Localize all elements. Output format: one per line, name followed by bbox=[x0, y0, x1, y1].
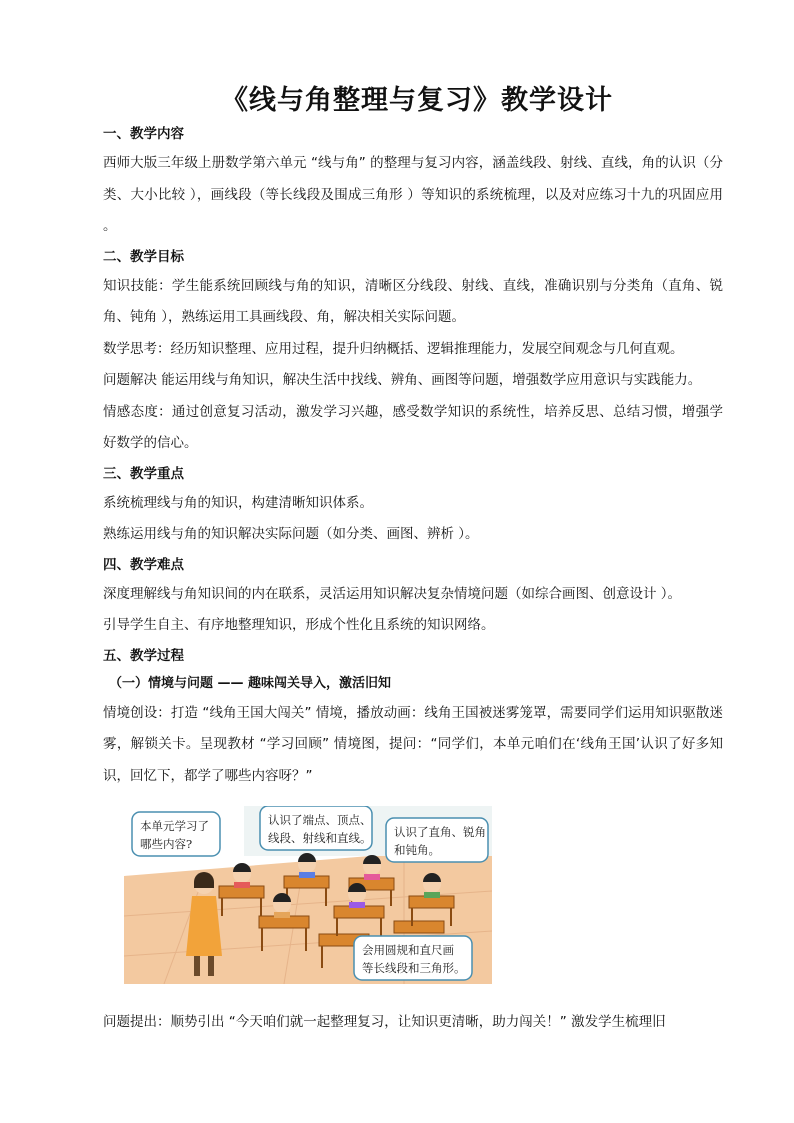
paragraph: 情感态度：通过创意复习活动，激发学习兴趣，感受数学知识的系统性，培养反思、总结习惯，增强学好数学的信心。 bbox=[103, 403, 723, 451]
svg-text:线段、射线和直线。: 线段、射线和直线。 bbox=[268, 831, 372, 845]
svg-text:等长线段和三角形。: 等长线段和三角形。 bbox=[362, 961, 466, 975]
paragraph: 情境创设：打造 “线角王国大闯关” 情境，播放动画：线角王国被迷雾笼罩，需要同学们运用知识驱散迷雾，解锁关卡。呈现教材 “学习回顾” 情境图，提问：“同学们，本单元咱们在‘线角王国’认识了好多知识，回忆下，都学了哪些内容呀？” bbox=[103, 704, 723, 784]
svg-text:认识了直角、锐角: 认识了直角、锐角 bbox=[394, 825, 486, 839]
page-title: 《线与角整理与复习》教学设计 bbox=[221, 85, 613, 116]
speech-bubble-student-lines bbox=[260, 806, 372, 850]
classroom-illustration bbox=[124, 806, 492, 984]
section-heading-difficulties: 四、教学难点 bbox=[103, 556, 184, 573]
section-heading-goals: 二、教学目标 bbox=[103, 248, 184, 265]
speech-bubble-teacher bbox=[132, 812, 220, 856]
speech-bubble-student-angles bbox=[386, 818, 488, 862]
section-heading-keypoints: 三、教学重点 bbox=[103, 465, 184, 482]
paragraph: 系统梳理线与角的知识，构建清晰知识体系。 bbox=[103, 494, 373, 511]
svg-text:认识了端点、顶点、: 认识了端点、顶点、 bbox=[268, 813, 372, 827]
speech-bubble-student-drawing bbox=[354, 936, 472, 980]
subsection-heading: （一）情境与问题 —— 趣味闯关导入，激活旧知 bbox=[109, 675, 392, 691]
section-heading-process: 五、教学过程 bbox=[103, 647, 184, 664]
paragraph: 数学思考：经历知识整理、应用过程，提升归纳概括、逻辑推理能力，发展空间观念与几何直观。 bbox=[103, 340, 684, 357]
document-body bbox=[103, 120, 723, 792]
paragraph: 知识技能：学生能系统回顾线与角的知识，清晰区分线段、射线、直线，准确识别与分类角（直角、锐角、钝角 ），熟练运用工具画线段、角，解决相关实际问题。 bbox=[103, 277, 723, 325]
svg-text:会用圆规和直尺画: 会用圆规和直尺画 bbox=[362, 943, 454, 957]
paragraph: 问题提出：顺势引出 “今天咱们就一起整理复习，让知识更清晰，助力闯关！” 激发学生梳理旧 bbox=[103, 1014, 666, 1030]
svg-text:哪些内容?: 哪些内容? bbox=[140, 837, 193, 851]
paragraph: 西师大版三年级上册数学第六单元 “线与角” 的整理与复习内容，涵盖线段、射线、直线，角的认识（分类、大小比较 ），画线段（等长线段及围成三角形 ）等知识的系统梳理，以及对应练习十九的巩固应用 。 bbox=[103, 155, 723, 234]
section-heading-content: 一、教学内容 bbox=[103, 126, 184, 142]
svg-text:和钝角。: 和钝角。 bbox=[394, 843, 440, 857]
paragraph: 引导学生自主、有序地整理知识，形成个性化且系统的知识网络。 bbox=[103, 617, 495, 633]
svg-text:本单元学习了: 本单元学习了 bbox=[140, 819, 209, 833]
paragraph: 问题解决 能运用线与角知识，解决生活中找线、辨角、画图等问题，增强数学应用意识与实践能力。 bbox=[103, 372, 702, 388]
paragraph: 熟练运用线与角的知识解决实际问题（如分类、画图、辨析 ）。 bbox=[103, 526, 479, 542]
paragraph: 深度理解线与角知识间的内在联系，灵活运用知识解决复杂情境问题（如综合画图、创意设计 ）。 bbox=[103, 585, 682, 602]
